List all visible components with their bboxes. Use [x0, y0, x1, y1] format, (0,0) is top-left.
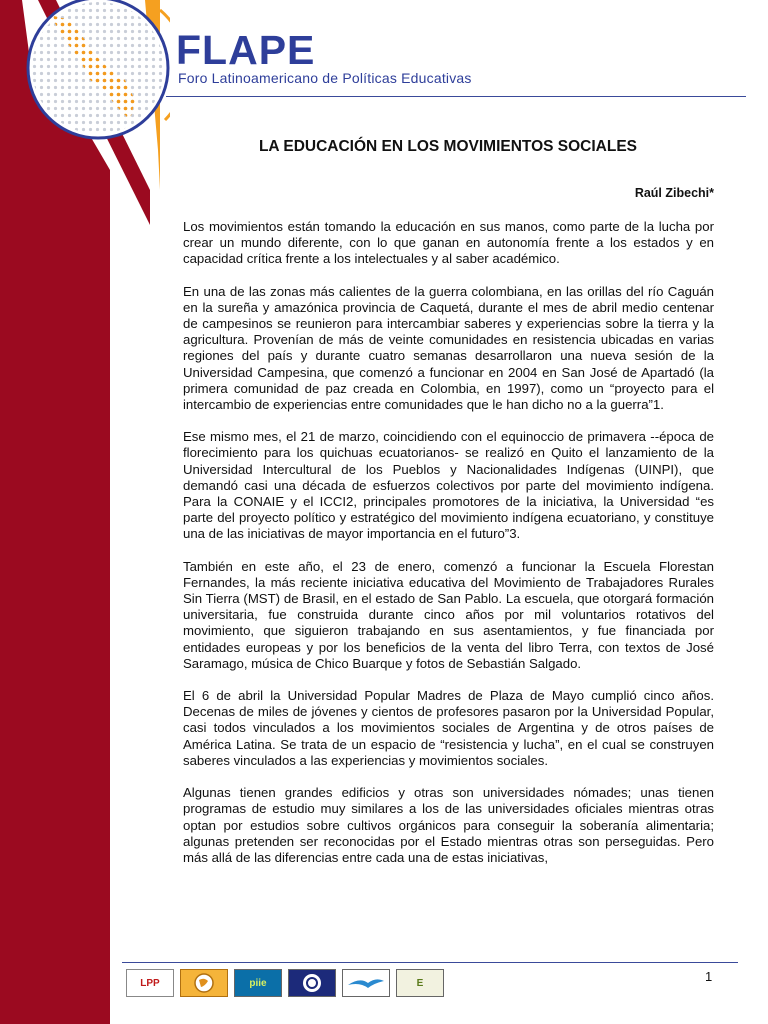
paragraph: Algunas tienen grandes edificios y otras son universidades nómades; unas tienen programas de estudio muy similares a los de las universidades oficiales mientras otras optan por estudios sobre cultivos orgánicos para conseguir la soberanía alimentaria; algunas pretenden ser reconocidas por el Estado mientras otras son perseguidas. Pero más allá de las diferencias entre cada una de estas iniciativas,	[183, 785, 714, 865]
globe-icon	[193, 972, 215, 994]
paragraph: El 6 de abril la Universidad Popular Madres de Plaza de Mayo cumplió cinco años. Decenas de miles de jóvenes y cientos de profesores pasaron por la Universidad Popular, casi todos vinculados a los movimientos sociales de Argentina y de otros países de América Latina. Se trata de un espacio de “resistencia y lucha”, en el cual se construyen saberes vinculados a las experiencias y movimientos sociales.	[183, 688, 714, 768]
partner-logo-e-text: E	[416, 977, 424, 989]
partner-logo-lpp	[126, 969, 174, 997]
partner-logo-globe	[180, 969, 228, 997]
document-title: LA EDUCACIÓN EN LOS MOVIMIENTOS SOCIALES	[258, 138, 638, 155]
document-body	[183, 219, 714, 882]
page-number: 1	[705, 969, 713, 984]
flape-globe-logo	[10, 0, 170, 140]
paragraph: También en este año, el 23 de enero, comenzó a funcionar la Escuela Florestan Fernandes, la más reciente iniciativa educativa del Movimiento de Trabajadores Rurales Sin Tierra (MST) de Brasil, en el estado de San Pablo. La escuela, que otorgará formación universitaria, fue construida durante cinco años por mil voluntarios rotativos del movimiento, que siguieron trabajando en sus asentamientos, y fue financiada por entidades europeas y por los beneficios de la venta del libro Terra, con textos de José Saramago, música de Chico Buarque y fotos de Sebastián Salgado.	[183, 558, 714, 671]
paragraph: Ese mismo mes, el 21 de marzo, coincidiendo con el equinoccio de primavera --época de florecimiento para los quichuas ecuatorianos- se realizó en Quito el lanzamiento de la Universidad Intercultural de los Pueblos y Nacionalidades Indígenas (UINPI), que demandó casi una década de esfuerzos colectivos por parte del movimiento indígena. Para la CONAIE y el ICCI2, principales promotores de la iniciativa, la Universidad “es parte del proyecto político y estratégico del movimiento indígena ecuatoriano, y constituye una de las iniciativas de mayor importancia en el futuro”3.	[183, 429, 714, 542]
emblem-icon	[301, 972, 323, 994]
bird-icon	[346, 973, 386, 993]
logo-subtitle: Foro Latinoamericano de Políticas Educativas	[178, 70, 472, 86]
partner-logo-lpp-text: LPP	[140, 977, 160, 989]
partner-logo-piie	[234, 969, 282, 997]
partner-logo-piie-text: piie	[249, 977, 267, 989]
footer-divider	[122, 962, 738, 963]
header-divider	[166, 96, 746, 97]
paragraph: En una de las zonas más calientes de la guerra colombiana, en las orillas del río Caguán en la sureña y amazónica provincia de Caquetá, durante el mes de abril medio centenar de campesinos se reunieron para intercambiar saberes y experiencias sobre la tierra y la agricultura. Provenían de más de veinte comunidades en resistencia ubicadas en varias regiones del país y durante cuatro semanas desarrollaron una nueva sesión de la Universidad Campesina, que comenzó a funcionar en 2004 en San José de Apartadó (la primera comunidad de paz creada en Colombia, en 1997), como un “proyecto para el intercambio de experiencias entre comunidades que le han dicho no a la guerra”1.	[183, 283, 714, 413]
document-author: Raúl Zibechi*	[634, 186, 714, 200]
partner-logo-bird	[342, 969, 390, 997]
partner-logo-e	[396, 969, 444, 997]
paragraph: Los movimientos están tomando la educación en sus manos, como parte de la lucha por crear un mundo diferente, con lo que ganan en autonomía frente a los estados y en capacidad crítica frente a los intelectuales y al saber académico.	[183, 219, 714, 267]
partner-logo-circle	[288, 969, 336, 997]
logo-title: FLAPE	[176, 27, 316, 73]
partner-logos	[126, 969, 444, 999]
